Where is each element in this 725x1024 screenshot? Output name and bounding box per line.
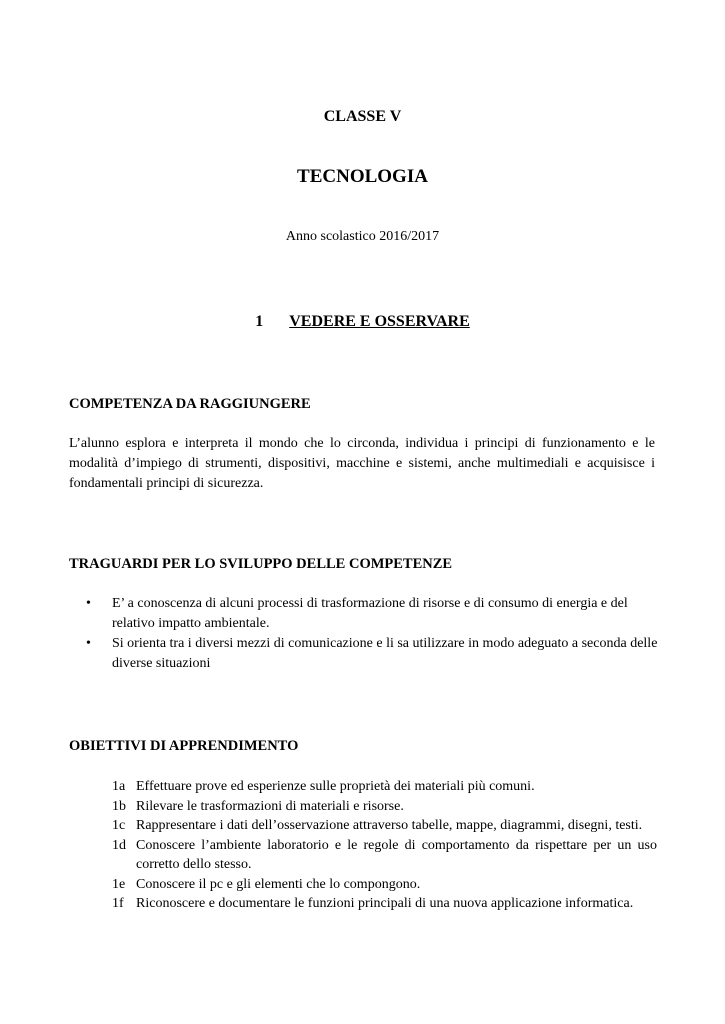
obiettivi-heading: OBIETTIVI DI APPRENDIMENTO	[69, 738, 299, 754]
section-number: 1	[255, 313, 264, 330]
list-item	[86, 594, 658, 634]
list-item-text: E’ a conoscenza di alcuni processi di trasformazione di risorse e di consumo di energia e del relativo impatto ambientale.	[112, 596, 628, 631]
list-item	[112, 875, 657, 895]
subject-title: TECNOLOGIA	[297, 166, 428, 187]
bullet-icon: •	[86, 596, 91, 611]
section-title: VEDERE E OSSERVARE	[289, 313, 470, 330]
objective-code: 1c	[112, 818, 126, 833]
list-item	[112, 894, 657, 914]
class-title: CLASSE V	[323, 108, 402, 125]
list-item	[112, 816, 657, 836]
list-item-text: Si orienta tra i diversi mezzi di comunicazione e li sa utilizzare in modo adeguato a seconda delle diverse situazioni	[112, 636, 658, 671]
list-item	[112, 836, 657, 875]
competenza-text: L’alunno esplora e interpreta il mondo che lo circonda, individua i principi di funzionamento e le modalità d’impiego di strumenti, dispositivi, macchine e sistemi, anche multimediali e acquisisce i fondamentali principi di sicurezza.	[69, 436, 655, 491]
objective-code: 1b	[112, 798, 126, 814]
obiettivi-list	[112, 777, 657, 914]
school-year: Anno scolastico 2016/2017	[285, 229, 440, 244]
objective-code: 1e	[112, 876, 126, 892]
list-item	[112, 797, 657, 817]
bullet-icon: •	[86, 636, 91, 651]
objective-text: Riconoscere e documentare le funzioni principali di una nuova applicazione informatica.	[136, 896, 634, 911]
objective-code: 1a	[112, 779, 126, 794]
traguardi-heading: TRAGUARDI PER LO SVILUPPO DELLE COMPETENZE	[69, 556, 453, 572]
objective-text: Rappresentare i dati dell’osservazione attraverso tabelle, mappe, diagrammi, disegni, testi.	[136, 818, 643, 833]
list-item	[112, 777, 657, 797]
section-heading-underlined	[255, 313, 470, 330]
traguardi-list	[86, 594, 658, 674]
objective-text: Rilevare le trasformazioni di materiali e risorse.	[136, 798, 404, 814]
objective-code: 1f	[112, 896, 124, 911]
objective-text: Conoscere l’ambiente laboratorio e le regole di comportamento da rispettare per un uso corretto dello stesso.	[136, 837, 657, 872]
competenza-heading: COMPETENZA DA RAGGIUNGERE	[69, 396, 311, 412]
list-item	[86, 634, 658, 674]
objective-text: Conoscere il pc e gli elementi che lo compongono.	[136, 876, 421, 892]
objective-text: Effettuare prove ed esperienze sulle proprietà dei materiali più comuni.	[136, 779, 535, 794]
section-heading	[0, 313, 725, 331]
objective-code: 1d	[112, 837, 126, 853]
